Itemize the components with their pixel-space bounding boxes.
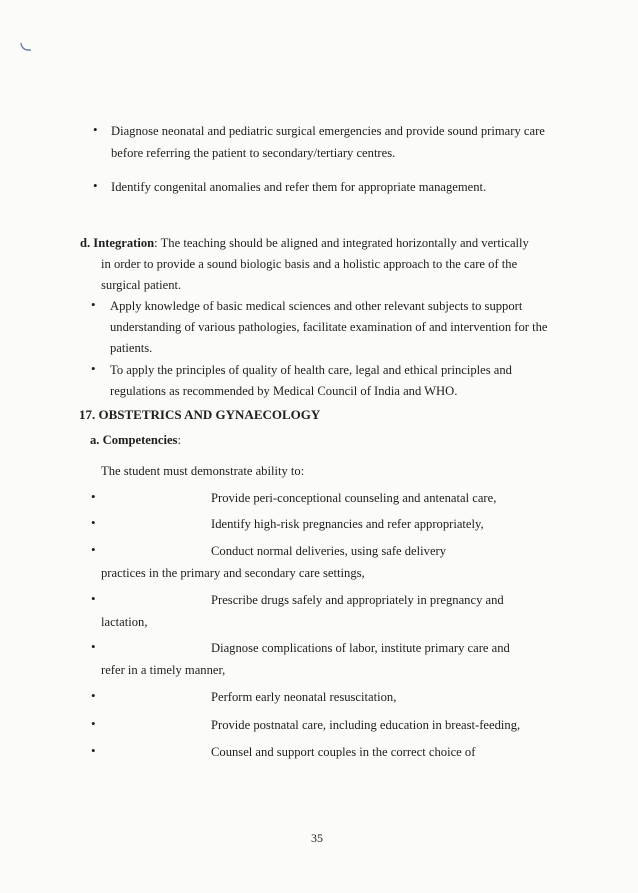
competency-item-3-continued: practices in the primary and secondary care settings, — [101, 566, 365, 580]
competency-item-6: Perform early neonatal resuscitation, — [211, 690, 397, 704]
bullet-icon: • — [91, 591, 96, 606]
bullet-icon: • — [91, 639, 96, 654]
integration-paragraph — [80, 235, 529, 251]
competency-item-5-continued: refer in a timely manner, — [101, 663, 226, 677]
bullet-icon: • — [91, 515, 96, 530]
surgery-bullet-1-line-1: Diagnose neonatal and pediatric surgical emergencies and provide sound primary care — [111, 124, 545, 138]
bullet-icon: • — [91, 542, 96, 557]
bullet-icon: • — [91, 489, 96, 504]
competency-item-4: Prescribe drugs safely and appropriately in pregnancy and — [211, 593, 504, 607]
bullet-icon: • — [91, 361, 96, 376]
bullet-icon: • — [93, 122, 98, 137]
integration-bullet-2-line-2: regulations as recommended by Medical Council of India and WHO. — [110, 384, 458, 398]
section-heading: 17. OBSTETRICS AND GYNAECOLOGY — [79, 407, 321, 422]
competency-item-8: Counsel and support couples in the correct choice of — [211, 745, 476, 759]
competencies-heading — [90, 432, 181, 448]
page-number: 35 — [311, 831, 323, 845]
competencies-intro: The student must demonstrate ability to: — [101, 464, 305, 478]
bullet-icon: • — [93, 178, 98, 193]
bullet-icon: • — [91, 688, 96, 703]
integration-line-2: in order to provide a sound biologic basis and a holistic approach to the care of the — [101, 257, 518, 271]
integration-line-3: surgical patient. — [101, 278, 182, 292]
integration-bullet-1-line-2: understanding of various pathologies, facilitate examination of and intervention for the — [110, 320, 548, 334]
competency-item-7: Provide postnatal care, including education in breast-feeding, — [211, 718, 521, 732]
competencies-label: a. Competencies — [90, 433, 178, 447]
bullet-icon: • — [91, 297, 96, 312]
scan-mark-icon — [18, 38, 34, 54]
surgery-bullet-1-line-2: before referring the patient to secondary/tertiary centres. — [111, 146, 396, 160]
integration-bullet-2-line-1: To apply the principles of quality of health care, legal and ethical principles and — [110, 363, 512, 377]
bullet-icon: • — [91, 716, 96, 731]
competency-item-5: Diagnose complications of labor, institute primary care and — [211, 641, 510, 655]
competency-item-4-continued: lactation, — [101, 615, 148, 629]
integration-label: d. Integration — [80, 236, 155, 250]
competency-item-2: Identify high-risk pregnancies and refer appropriately, — [211, 517, 484, 531]
competency-item-3: Conduct normal deliveries, using safe delivery — [211, 544, 447, 558]
surgery-bullet-2-line-1: Identify congenital anomalies and refer them for appropriate management. — [111, 180, 487, 194]
bullet-icon: • — [91, 743, 96, 758]
integration-line-1: : The teaching should be aligned and integrated horizontally and vertically — [154, 236, 529, 250]
integration-bullet-1-line-3: patients. — [110, 341, 153, 355]
competencies-colon: : — [177, 433, 181, 447]
competency-item-1: Provide peri-conceptional counseling and antenatal care, — [211, 491, 497, 505]
integration-bullet-1-line-1: Apply knowledge of basic medical sciences and other relevant subjects to support — [110, 299, 523, 313]
